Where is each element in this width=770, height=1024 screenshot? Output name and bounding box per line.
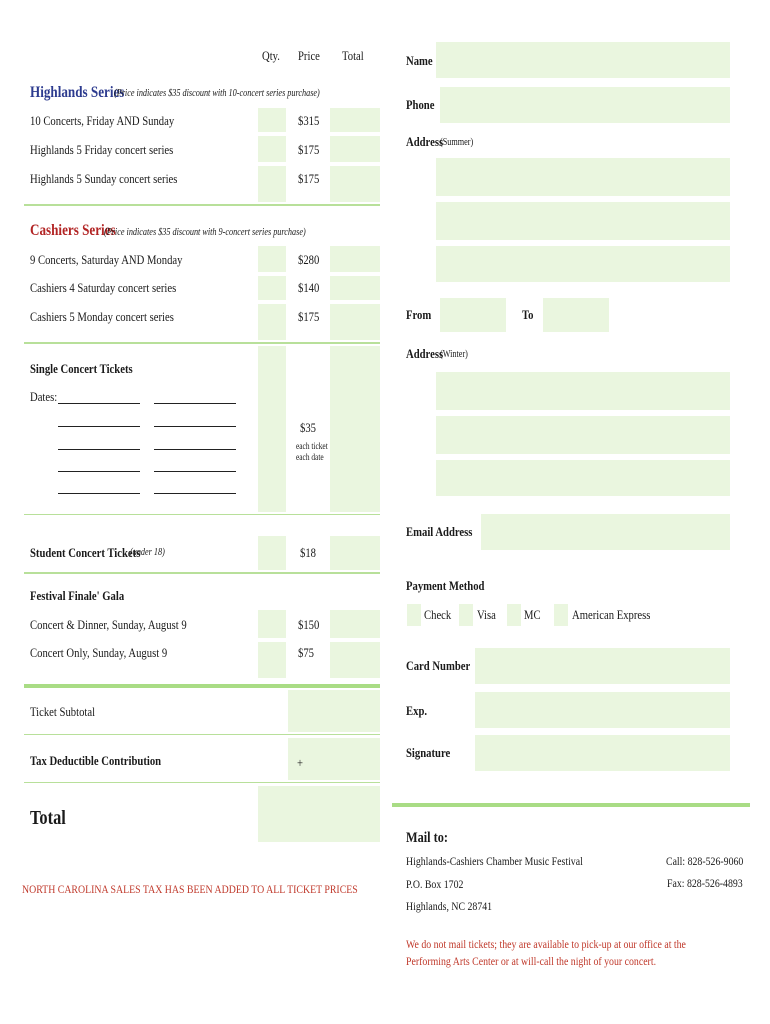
email-label: Email Address xyxy=(406,524,473,539)
total-cell-cashiers-1[interactable] xyxy=(330,246,380,272)
mail-title: Mail to: xyxy=(406,830,449,846)
email-field[interactable] xyxy=(481,514,730,550)
mail-fax: Fax: 828-526-4893 xyxy=(667,876,743,890)
mail-org: Highlands-Cashiers Chamber Music Festival xyxy=(406,854,583,868)
signature-label: Signature xyxy=(406,745,451,760)
col-price: Price xyxy=(298,48,320,63)
total-cell-highlands-1[interactable] xyxy=(330,108,380,132)
total-cell-student[interactable] xyxy=(330,536,380,570)
gala-price-1: $150 xyxy=(298,617,320,632)
mail-call: Call: 828-526-9060 xyxy=(666,854,744,868)
contribution-label: Tax Deductible Contribution xyxy=(30,753,162,768)
mail-notice-2: Performing Arts Center or at will-call the night of your concert. xyxy=(406,954,657,968)
address-winter-line-3[interactable] xyxy=(436,460,730,496)
student-price: $18 xyxy=(300,545,316,560)
date-line-2b[interactable] xyxy=(154,426,236,428)
total-cell-highlands-3[interactable] xyxy=(330,166,380,202)
date-line-5a[interactable] xyxy=(58,493,140,495)
highlands-note: (Price indicates $35 discount with 10-concert series purchase) xyxy=(114,88,320,99)
exp-field[interactable] xyxy=(475,692,730,728)
date-line-3a[interactable] xyxy=(58,449,140,451)
single-title: Single Concert Tickets xyxy=(30,361,133,376)
divider-student xyxy=(24,572,380,574)
highlands-price-1: $315 xyxy=(298,113,320,128)
mail-city: Highlands, NC 28741 xyxy=(406,899,493,913)
divider-gala xyxy=(24,684,380,688)
date-line-4b[interactable] xyxy=(154,471,236,473)
visa-checkbox[interactable] xyxy=(459,604,473,626)
divider-subtotal xyxy=(24,734,380,735)
date-line-3b[interactable] xyxy=(154,449,236,451)
total-cell-highlands-2[interactable] xyxy=(330,136,380,162)
gala-title: Festival Finale' Gala xyxy=(30,588,125,603)
tax-notice: NORTH CAROLINA SALES TAX HAS BEEN ADDED TO ALL TICKET PRICES xyxy=(22,882,358,896)
qty-cell-highlands-2[interactable] xyxy=(258,136,286,162)
date-line-4a[interactable] xyxy=(58,471,140,473)
cashiers-item-3: Cashiers 5 Monday concert series xyxy=(30,309,174,324)
method-amex: American Express xyxy=(572,607,651,622)
gala-item-1: Concert & Dinner, Sunday, August 9 xyxy=(30,617,187,632)
address-summer-line-2[interactable] xyxy=(436,202,730,240)
cashiers-price-1: $280 xyxy=(298,252,320,267)
qty-cell-cashiers-3[interactable] xyxy=(258,304,286,340)
check-checkbox[interactable] xyxy=(407,604,421,626)
single-note-2: each date xyxy=(296,452,324,462)
from-field[interactable] xyxy=(440,298,506,332)
mail-box: P.O. Box 1702 xyxy=(406,877,464,891)
cashiers-item-2: Cashiers 4 Saturday concert series xyxy=(30,280,177,295)
payment-label: Payment Method xyxy=(406,578,485,593)
to-label: To xyxy=(522,307,534,322)
date-line-5b[interactable] xyxy=(154,493,236,495)
qty-cell-gala-1[interactable] xyxy=(258,610,286,638)
subtotal-cell[interactable] xyxy=(288,690,380,732)
qty-cell-student[interactable] xyxy=(258,536,286,570)
name-field[interactable] xyxy=(436,42,730,78)
cashiers-price-3: $175 xyxy=(298,309,320,324)
date-line-1a[interactable] xyxy=(58,403,140,405)
total-cell-cashiers-2[interactable] xyxy=(330,276,380,300)
total-cell-gala-2[interactable] xyxy=(330,642,380,678)
winter-note: (Winter) xyxy=(440,349,468,360)
cashiers-price-2: $140 xyxy=(298,280,320,295)
contribution-sign: + xyxy=(297,755,304,770)
cashiers-title: Cashiers Series xyxy=(30,222,116,239)
total-cell-cashiers-3[interactable] xyxy=(330,304,380,340)
col-qty: Qty. xyxy=(262,48,280,63)
total-cell-gala-1[interactable] xyxy=(330,610,380,638)
mc-checkbox[interactable] xyxy=(507,604,521,626)
qty-cell-cashiers-1[interactable] xyxy=(258,246,286,272)
address-winter-line-1[interactable] xyxy=(436,372,730,410)
date-line-1b[interactable] xyxy=(154,403,236,405)
address-summer-line-3[interactable] xyxy=(436,246,730,282)
cashiers-item-1: 9 Concerts, Saturday AND Monday xyxy=(30,252,183,267)
signature-field[interactable] xyxy=(475,735,730,771)
dates-label: Dates: xyxy=(30,389,58,404)
exp-label: Exp. xyxy=(406,703,428,718)
divider-cashiers xyxy=(24,342,380,344)
mail-notice-1: We do not mail tickets; they are available to pick-up at our office at the xyxy=(406,937,686,951)
to-field[interactable] xyxy=(543,298,609,332)
amex-checkbox[interactable] xyxy=(554,604,568,626)
total-cell[interactable] xyxy=(258,786,380,842)
student-note: (under 18) xyxy=(130,547,165,558)
single-price: $35 xyxy=(300,420,316,435)
summer-note: (Summer) xyxy=(440,137,474,148)
card-label: Card Number xyxy=(406,658,471,673)
qty-cell-highlands-1[interactable] xyxy=(258,108,286,132)
gala-item-2: Concert Only, Sunday, August 9 xyxy=(30,645,168,660)
address-summer-label: Address xyxy=(406,134,444,149)
date-line-2a[interactable] xyxy=(58,426,140,428)
highlands-price-2: $175 xyxy=(298,142,320,157)
method-visa: Visa xyxy=(477,607,496,622)
highlands-item-2: Highlands 5 Friday concert series xyxy=(30,142,174,157)
phone-field[interactable] xyxy=(440,87,730,123)
address-winter-line-2[interactable] xyxy=(436,416,730,454)
highlands-item-3: Highlands 5 Sunday concert series xyxy=(30,171,178,186)
highlands-item-1: 10 Concerts, Friday AND Sunday xyxy=(30,113,175,128)
card-field[interactable] xyxy=(475,648,730,684)
total-cell-single[interactable] xyxy=(330,346,380,512)
subtotal-label: Ticket Subtotal xyxy=(30,704,96,719)
method-mc: MC xyxy=(524,607,541,622)
single-note-1: each ticket xyxy=(296,441,328,451)
phone-label: Phone xyxy=(406,97,435,112)
address-winter-label: Address xyxy=(406,346,444,361)
divider-single xyxy=(24,514,380,515)
col-total: Total xyxy=(342,48,364,63)
gala-price-2: $75 xyxy=(298,645,314,660)
divider-contribution xyxy=(24,782,380,783)
student-title: Student Concert Tickets xyxy=(30,545,141,560)
qty-cell-single[interactable] xyxy=(258,346,286,512)
name-label: Name xyxy=(406,53,433,68)
highlands-price-3: $175 xyxy=(298,171,320,186)
divider-highlands xyxy=(24,204,380,206)
qty-cell-highlands-3[interactable] xyxy=(258,166,286,202)
total-label: Total xyxy=(30,807,66,829)
method-check: Check xyxy=(424,607,452,622)
qty-cell-gala-2[interactable] xyxy=(258,642,286,678)
divider-mail xyxy=(392,803,750,807)
address-summer-line-1[interactable] xyxy=(436,158,730,196)
qty-cell-cashiers-2[interactable] xyxy=(258,276,286,300)
from-label: From xyxy=(406,307,432,322)
highlands-title: Highlands Series xyxy=(30,84,125,101)
cashiers-note: (Price indicates $35 discount with 9-concert series purchase) xyxy=(104,227,306,238)
